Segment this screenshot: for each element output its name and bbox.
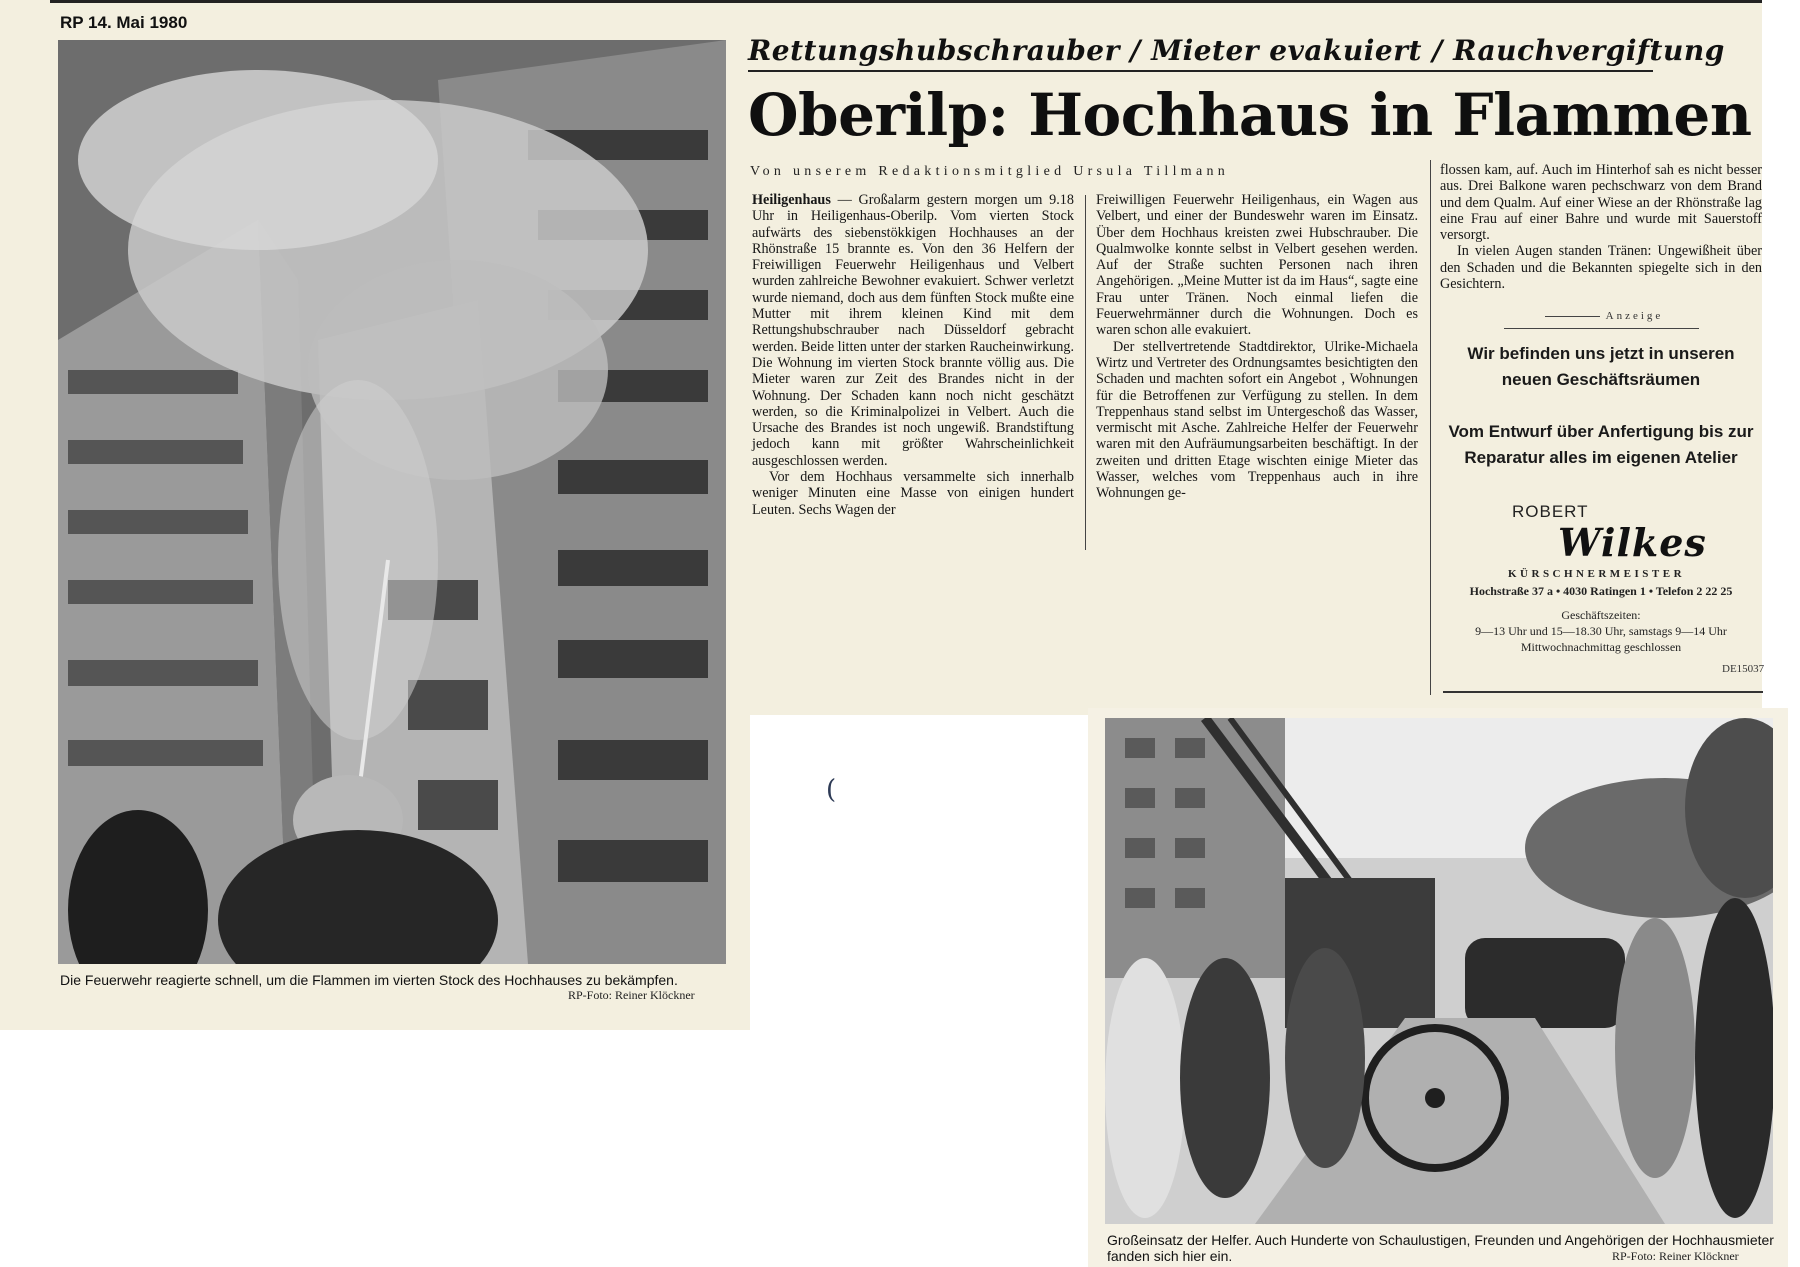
article-paragraph: Vor dem Hochhaus versammelte sich innerhalb weniger Minuten eine Masse von einigen hundert Leuten. Sechs Wagen der [752, 469, 1074, 518]
ad-label-text: Anzeige [1605, 310, 1664, 322]
photo1-credit: RP-Foto: Reiner Klöckner [568, 988, 695, 1002]
article-column-3 [1440, 162, 1762, 312]
ad-label [1440, 310, 1762, 334]
photo-rescue-scene [1105, 718, 1773, 1224]
photo1-caption: Die Feuerwehr reagierte schnell, um die Flammen im vierten Stock des Hochhauses zu bekämpfen. [60, 972, 678, 988]
article-column-2 [1096, 192, 1418, 552]
ad-bottom-rule [1443, 691, 1763, 693]
lead-place: Heiligenhaus [752, 192, 831, 208]
column-divider [1085, 195, 1086, 550]
stray-mark: ( [826, 775, 837, 805]
ad-last-name-logo: Wilkes [1558, 520, 1707, 565]
ad-first-name: ROBERT [1512, 502, 1589, 521]
ad-address: Hochstraße 37 a • 4030 Ratingen 1 • Telefon 2 22 25 [1469, 584, 1733, 598]
kicker-rule [748, 70, 1653, 72]
ad-line-4: Reparatur alles im eigenen Atelier [1464, 448, 1738, 467]
dateline: RP 14. Mai 1980 [60, 13, 188, 32]
photo-highrise-illustration [58, 40, 726, 964]
top-rule [50, 0, 1762, 3]
article-paragraph [752, 192, 1074, 469]
column-divider [1430, 160, 1431, 695]
ad-line-2: neuen Geschäftsräumen [1501, 370, 1701, 389]
headline: Oberilp: Hochhaus in Flammen [748, 81, 1752, 149]
byline: Von unserem Redaktionsmitglied Ursula Tillmann [750, 164, 1230, 179]
ad-line-3: Vom Entwurf über Anfertigung bis zur [1448, 422, 1754, 441]
article-paragraph: In vielen Augen standen Tränen: Ungewißheit über den Schaden und die Bekannten spiegelte sich in den Gesichtern. [1440, 243, 1762, 293]
photo2-credit: RP-Foto: Reiner Klöckner [1612, 1249, 1739, 1263]
ad-hours: 9—13 Uhr und 15—18.30 Uhr, samstags 9—14 Uhr [1475, 624, 1727, 638]
ad-code: DE15037 [1722, 663, 1765, 675]
ad-profession: KÜRSCHNERMEISTER [1508, 568, 1686, 580]
ad-hours-label: Geschäftszeiten: [1561, 608, 1641, 622]
ad-closed: Mittwochnachmittag geschlossen [1520, 640, 1682, 654]
photo2-caption: Großeinsatz der Helfer. Auch Hunderte von Schaulustigen, Freunden und Angehörigen der Hochhausmieter fanden sich hier ein. [1107, 1232, 1774, 1264]
paragraph-text: — Großalarm gestern morgen um 9.18 Uhr in Heiligenhaus-Oberilp. Vom vierten Stock aufwärts des siebenstökkigen Hochhauses an der Rhönstraße 15 brannte es. Von den 36 Helfern der Freiwilligen Feuerwehr Heiligenhaus und Velbert wurden zahlreiche Bewohner evakuiert. Schwer verletzt wurde niemand, doch aus dem fünften Stock mußte eine Mutter mit ihrem kleinen Kind mit dem Rettungshubschrauber nach Düsseldorf gebracht werden. Beide litten unter der starken Raucheinwirkung. Die Wohnung im vierten Stock brannte völlig aus. Die Mieter waren zur Zeit des Brandes nicht in der Wohnung. Der Schaden kann noch nicht geschätzt werden, so die Kriminalpolizei in Velbert. Auch die Ursache des Brandes ist noch ungewiß. Brandstiftung jedoch kann mit größter Wahrscheinlichkeit ausgeschlossen werden. [752, 192, 1074, 469]
ad-line-1: Wir befinden uns jetzt in unseren [1467, 344, 1735, 363]
article-paragraph: flossen kam, auf. Auch im Hinterhof sah es nicht besser aus. Drei Balkone waren pechschwarz von dem Brand und dem Qualm. Auf einer Wiese an der Rhönstraße lag eine Frau auf einer Bahre und wurde mit Sauerstoff versorgt. [1440, 162, 1762, 244]
photo-rescue-illustration [1105, 718, 1773, 1224]
photo-burning-highrise [58, 40, 726, 964]
kicker-subheadline: Rettungshubschrauber / Mieter evakuiert / Rauchvergiftung [748, 34, 1725, 67]
article-paragraph: Freiwilligen Feuerwehr Heiligenhaus, ein Wagen aus Velbert, und einer der Bundeswehr waren im Einsatz. Über dem Hochhaus kreisten zwei Hubschrauber. Die Qualmwolke konnte selbst in Velbert gesehen werden. Auf der Straße suchten Personen nach ihren Angehörigen. „Meine Mutter ist da im Haus“, sagte eine Frau unter Tränen. Noch einmal liefen die Feuerwehrmänner durch die Wohnungen. Doch es waren schon alle evakuiert. [1096, 192, 1418, 339]
article-paragraph: Der stellvertretende Stadtdirektor, Ulrike-Michaela Wirtz und Vertreter des Ordnungsamtes besichtigten den Schaden und machten sofort ein Angebot , Wohnungen für die Betroffenen zur Verfügung zu stellen. In dem Treppenhaus stand selbst im Untergeschoß das Wasser, vermischt mit Asche. Zahlreiche Helfer der Feuerwehr waren mit den Aufräumungsarbeiten beschäftigt. In der zweiten und dritten Etage wischten einige Mieter das Wasser, welches vom Treppenhaus auch in ihre Wohnungen ge- [1096, 338, 1418, 502]
article-column-1 [752, 192, 1074, 552]
